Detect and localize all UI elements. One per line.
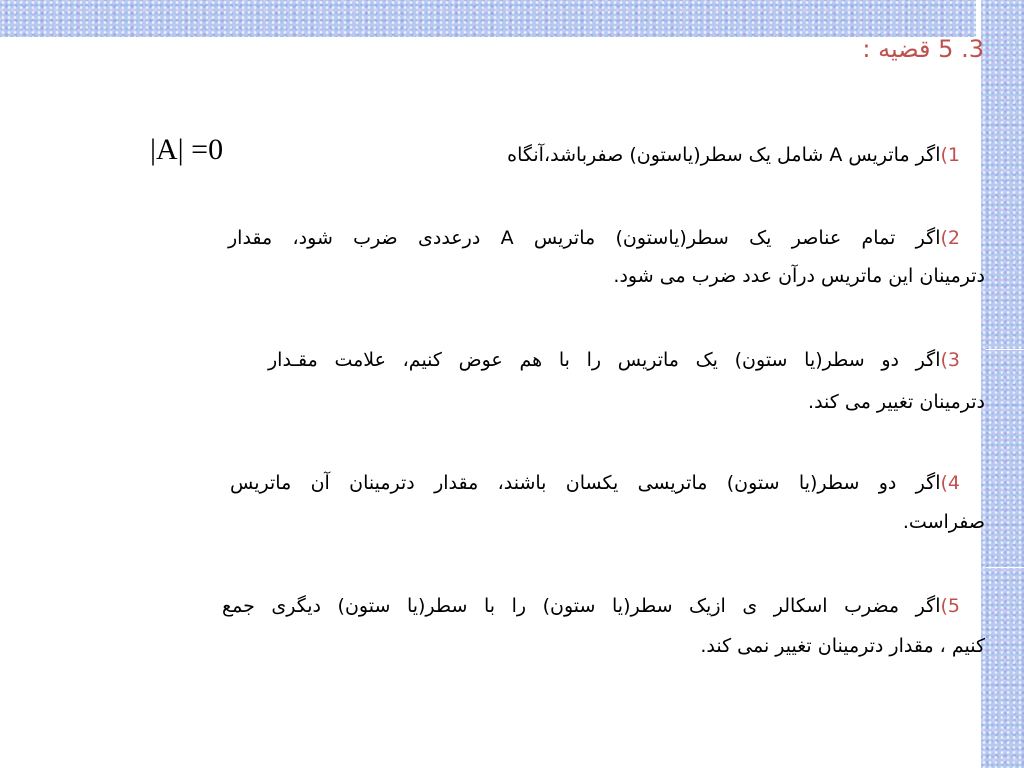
- determinant-formula: |A| =0: [150, 133, 224, 166]
- strip-divider-line: [986, 567, 1024, 568]
- property-line-continuation: دترمینان تغییر می کند.: [808, 391, 985, 413]
- property-text: اگر دو سطر(یا ستون) ماتریسی یکسان باشند، مقدار دترمینان آن ماتریس: [230, 472, 941, 494]
- property-line: [268, 347, 960, 373]
- strip-divider-line: [986, 349, 1024, 350]
- property-line: [228, 225, 960, 251]
- property-text: اگر تمام عناصر یک سطر(یاستون) ماتریس A درعددی ضرب شود، مقدار: [228, 227, 941, 249]
- property-text: اگر دو سطر(یا ستون) یک ماتریس را با هم عوض کنیم، علامت مقـدار: [268, 349, 941, 371]
- right-decorative-strip: [981, 0, 1024, 768]
- property-number: 4): [940, 472, 960, 494]
- property-text: اگر مضرب اسکالر ی ازیک سطر(یا ستون) را با سطر(یا ستون) دیگری جمع: [222, 595, 941, 617]
- property-number: 2): [940, 227, 960, 249]
- property-number: 1): [940, 144, 960, 166]
- top-decorative-band: [0, 0, 976, 37]
- property-line-continuation: دترمینان این ماتریس درآن عدد ضرب می شود.: [613, 265, 985, 287]
- property-line-continuation: صفراست.: [902, 511, 985, 533]
- property-text: اگر ماتریس A شامل یک سطر(یاستون) صفرباشد،آنگاه: [507, 144, 941, 166]
- property-line: [222, 593, 960, 619]
- property-number: 5): [940, 595, 960, 617]
- slide-title: 3. 5 قضیه :: [862, 35, 984, 63]
- property-line: [200, 142, 960, 168]
- property-number: 3): [940, 349, 960, 371]
- property-line-continuation: کنیم ، مقدار دترمینان تغییر نمی کند.: [700, 635, 985, 657]
- property-line: [230, 470, 960, 496]
